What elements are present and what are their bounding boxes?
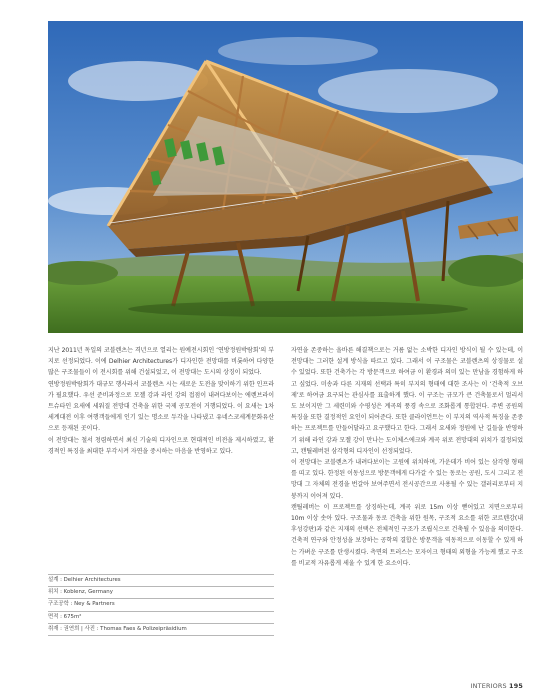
- left-column: [48, 345, 274, 457]
- paragraph: 자연을 존중하는 올바른 해결책으로는 거름 없는 소박한 디자인 방식이 될 수 있는데, 이 전망대는 그러한 설계 방식을 따르고 있다. 그래서 이 구조물은 코블렌츠의 상징물로 설 수 있었다. 또한 건축가는 각 방문객으로 하여금 이 환경과 의미 있는 만남을 경험하게 하고 싶었다. 미송과 다른 지재의 선택과 특히 부지의 형태에 대한 조사는 이 ‘건축적 오브제’로 하여금 요구되는 관심사를 표출하게 했다. 이 구조는 규모가 큰 건축물로서 멀리서도 보이지만 그 세련미와 수평성은 계곡의 풍경 속으로 조화롭게 통합된다. 주변 공원의 특징을 또한 결정적인 요인이 되어준다. 또한 클라이언트는 이 부지의 역사적 특징을 존중하는 프로젝트를 만들어달라고 요구했다고 한다. 그래서 요새와 정원에 난 길들을 반영하기 위해 라인 강과 모젤 강이 만나는 도이체스에크와 계곡 위로 전망대의 위치가 결정되었고, 캔틸레버된 삼각형의 디자인이 선정되었다.: [291, 347, 523, 455]
- tower-illustration: [48, 21, 523, 333]
- paragraph: 연방정원박람회가 대규모 행사라서 코블렌츠 시는 새로운 도전을 맞이하기 위한 인프라가 필요했다. 우선 준비과정으로 모젤 강과 라인 강의 접점이 내려다보이는 에렌브라이트슈타인 요새에 세워질 전망대 건축을 위한 국제 공모전이 거행되었다. 이 요새는 1차 세계대전 이후 여행객들에게 인기 있는 명소로 두각을 나타냈고 유네스코세계문화유산으로 등재된 곳이다.: [48, 380, 274, 433]
- paragraph: 캔틸레버는 이 프로젝트를 상징하는데, 계곡 위로 15m 이상 뻗어있고 지면으로부터 10m 이상 솟아 있다. 구조물과 동로 건축을 위한 원목, 구조적 요소를 위한 코르텐강(내후성강판)과 같은 지재의 선택은 전체적인 구조가 조립식으로 건축될 수 있음을 의미한다. 건축적 연구와 안정성을 보장하는 공학의 결합은 방문객을 역동적으로 이동할 수 있게 하는 가벼운 구조를 탄생시켰다. 측면의 트러스는 모자이크 형태의 외형을 가능케 했고 구조를 비교적 자유롭게 세울 수 있게 한 요소이다.: [291, 503, 523, 567]
- credit-row: 설계 : Delhier Architectures: [48, 574, 274, 587]
- paragraph: 이 전망대는 철서 청렴하면서 최신 기술의 디자인으로 현대적인 비전을 제시하였고, 환경적인 특징을 최대한 부각시켜 자연을 중시하는 마음을 반영하고 있다.: [48, 436, 274, 455]
- magazine-name: INTERIORS: [470, 682, 507, 690]
- credit-row: 구조공학 : Ney & Partners: [48, 599, 274, 611]
- credit-row: 위치 : Koblenz, Germany: [48, 587, 274, 599]
- paragraph: 지난 2011년 독일의 코블렌츠는 격년으로 열리는 원예전시회인 ‘연방정원박람회’의 부지로 선정되었다. 이에 Delhier Architectures가 디자인한 전망대를 비롯하여 다양한 많은 구조물들이 이 전시회를 위해 건설되었고, 이 전망대는 도시의 상징이 되었다.: [48, 347, 274, 377]
- credit-row: 취재 : 권연희 | 사진 : Thomas Faes & Polizeipräsidium: [48, 624, 274, 636]
- right-column: [291, 345, 523, 569]
- paragraph: 이 전망대는 코블렌츠가 내려다보이는 고원에 위치하며, 가운데가 비어 있는 삼각형 형태를 띠고 있다. 한정된 이동성으로 방문객에게 다가갈 수 있는 동로는 공원, 도시 그리고 전망대 그 자체의 전경을 번갈아 보여주면서 전시공간으로 사용될 수 있는 갤러리로부터 지붕까지 이어져 있다.: [291, 459, 523, 500]
- page-number: 195: [509, 682, 523, 690]
- credit-row: 면적 : 675m²: [48, 612, 274, 624]
- tower-photo: [48, 21, 523, 333]
- page-folio: [471, 682, 523, 690]
- credits-table: [48, 574, 274, 636]
